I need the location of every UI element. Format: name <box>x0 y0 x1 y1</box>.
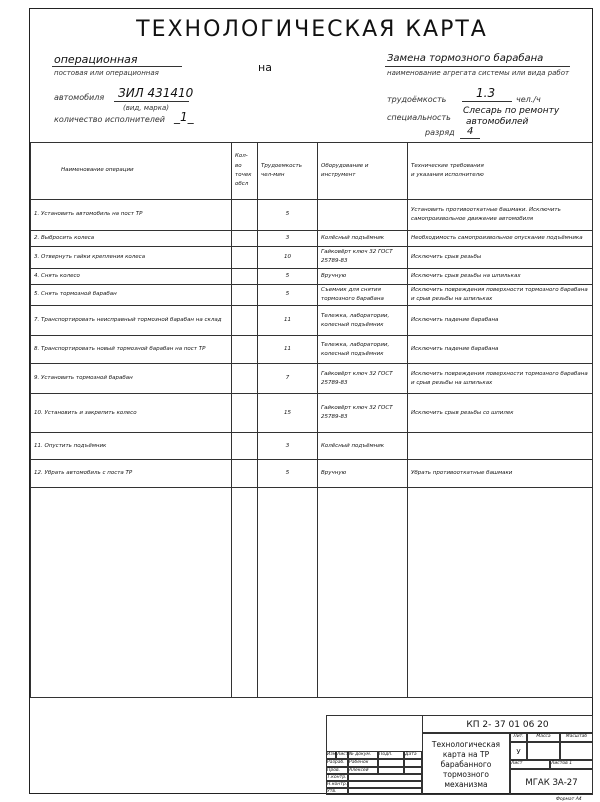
job-name: Замена тормозного барабана <box>387 53 544 64</box>
op-labor-cell: 5 <box>258 284 318 306</box>
nkontr-fields <box>348 781 422 788</box>
op-req-cell: Необходимость самопроизвольное опускание подъёмника <box>408 231 593 247</box>
rank-value: 4 <box>467 126 474 137</box>
op-labor-cell: 5 <box>258 200 318 231</box>
op-req-cell: Исключить повреждения поверхности тормозного барабана и срыв резьбы на шпильках <box>408 364 593 394</box>
op-count-cell <box>232 284 258 306</box>
table-row <box>31 394 593 433</box>
docnum-header: № докум. <box>348 751 378 759</box>
rank-underline <box>460 138 480 139</box>
table-empty-row <box>31 488 593 698</box>
table-row <box>31 247 593 269</box>
table-row <box>31 284 593 306</box>
op-labor-cell: 5 <box>258 460 318 488</box>
op-tools-cell: Вручную <box>318 460 408 488</box>
razrab-sign <box>378 759 404 767</box>
op-count-cell <box>232 364 258 394</box>
empty-cell <box>232 488 258 698</box>
col-labor-header: Трудоемкость чел-мин <box>258 143 318 200</box>
vehicle-model: ЗИЛ 431410 <box>118 86 194 100</box>
mass-header: Масса <box>527 733 560 742</box>
op-tools-cell: Гайковёрт ключ 32 ГОСТ 25789-83 <box>318 247 408 269</box>
specialty-value-2: автомобилей <box>466 117 529 127</box>
op-name-cell: 4. Снять колесо <box>31 268 232 284</box>
sheet-label: Лист <box>510 760 550 769</box>
specialty-value-1: Слесарь по ремонту <box>463 106 560 116</box>
op-req-cell: Установить противооткатные башмаки. Исключить самопроизвольное движение автомобиля <box>408 200 593 231</box>
drawing-frame <box>29 8 593 802</box>
op-count-cell <box>232 200 258 231</box>
table-row <box>31 364 593 394</box>
labor-label: трудоёмкость <box>387 95 447 104</box>
date-header: Дата <box>404 751 422 759</box>
izm-header: Изм. <box>327 752 338 757</box>
doc-code: КП 2- 37 01 06 20 <box>422 715 593 733</box>
col-tools-header: Оборудование и инструмент <box>318 143 408 200</box>
op-labor-cell: 3 <box>258 433 318 460</box>
operations-table <box>30 142 593 698</box>
op-count-cell <box>232 231 258 247</box>
table-row <box>31 460 593 488</box>
op-name-cell: 9. Установить тормозной барабан <box>31 364 232 394</box>
lit-header: Лит. <box>510 733 527 742</box>
title-block <box>326 715 593 802</box>
sheets-label: Листов 1 <box>550 760 593 769</box>
table-row <box>31 306 593 336</box>
sheets-value: 1 <box>569 761 573 766</box>
empty-cell <box>258 488 318 698</box>
card-type: операционная <box>54 53 138 66</box>
op-req-cell: Исключить падение барабана <box>408 306 593 336</box>
rank-label: разряд <box>425 128 455 137</box>
op-tools-cell: Вручную <box>318 268 408 284</box>
op-name-cell: 10. Установить и закрепить колесо <box>31 394 232 433</box>
op-tools-cell: Съемник для снятия тормозного барабана <box>318 284 408 306</box>
scale-header: Масштаб <box>560 733 593 742</box>
op-labor-cell: 10 <box>258 247 318 269</box>
op-count-cell <box>232 247 258 269</box>
op-tools-cell: Гайковёрт ключ 32 ГОСТ 25789-83 <box>318 394 408 433</box>
tkontr-fields <box>348 774 422 781</box>
op-tools-cell: Тележка, лаборатории, колесный подъёмник <box>318 336 408 364</box>
op-tools-cell: Гайковёрт ключ 32 ГОСТ 25789-83 <box>318 364 408 394</box>
empty-cell <box>31 488 232 698</box>
op-labor-cell: 15 <box>258 394 318 433</box>
op-tools-cell: Тележка, лаборатории, колесный подъёмник <box>318 306 408 336</box>
prov-sign <box>378 767 404 774</box>
op-count-cell <box>232 268 258 284</box>
op-count-cell <box>232 460 258 488</box>
card-type-underline <box>52 66 182 67</box>
op-count-cell <box>232 306 258 336</box>
op-labor-cell: 5 <box>258 268 318 284</box>
op-labor-cell: 11 <box>258 306 318 336</box>
op-name-cell: 8. Транспортировать новый тормозной барабан на пост ТР <box>31 336 232 364</box>
scale-value <box>560 742 593 760</box>
op-req-cell: Убрать противооткатные башмаки <box>408 460 593 488</box>
empty-cell <box>318 488 408 698</box>
lit-value: У <box>510 742 527 760</box>
op-count-cell <box>232 433 258 460</box>
op-name-cell: 3. Отвернуть гайки крепления колеса <box>31 247 232 269</box>
prov-date <box>404 767 422 774</box>
specialty-label: специальность <box>387 113 451 122</box>
mass-value <box>527 742 560 760</box>
op-labor-cell: 11 <box>258 336 318 364</box>
table-row <box>31 433 593 460</box>
empty-cell <box>408 488 593 698</box>
op-name-cell: 11. Опустить подъёмник <box>31 433 232 460</box>
organization: МГАК ЗА-27 <box>510 769 593 795</box>
prov-label: Пров. <box>326 767 348 774</box>
op-labor-cell: 3 <box>258 231 318 247</box>
utv-fields <box>348 788 422 795</box>
op-labor-cell: 7 <box>258 364 318 394</box>
nkontr-label: Н.контр. <box>327 782 348 787</box>
col-req-header: Технические требования и указания исполнителю <box>408 143 593 200</box>
op-count-cell <box>232 394 258 433</box>
table-row <box>31 268 593 284</box>
tkontr-label: Т.контр. <box>327 775 347 780</box>
op-tools-cell: Колёсный подъёмник <box>318 231 408 247</box>
author-second: Алексей <box>348 767 378 774</box>
table-row <box>31 200 593 231</box>
op-tools-cell: Колёсный подъёмник <box>318 433 408 460</box>
card-type-caption: постовая или операционная <box>54 69 159 77</box>
razrab-label: Разраб. <box>326 759 348 767</box>
op-tools-cell <box>318 200 408 231</box>
col-name-header: Наименование операции <box>31 143 232 200</box>
op-name-cell: 5. Снять тормозной барабан <box>31 284 232 306</box>
workers-value: _1_ <box>174 110 194 124</box>
format-label: Формат А4 <box>556 797 582 802</box>
razrab-date <box>404 759 422 767</box>
col-count-header: Кол-во точек обсл <box>232 143 258 200</box>
vehicle-caption: (вид, марка) <box>123 104 169 112</box>
op-req-cell: Исключить падение барабана <box>408 336 593 364</box>
workers-label: количество исполнителей <box>54 115 165 124</box>
job-caption: наименование агрегата системы или вида работ <box>387 69 570 77</box>
op-name-cell: 2. Выбросить колеса <box>31 231 232 247</box>
op-req-cell <box>408 433 593 460</box>
job-underline <box>385 66 570 67</box>
doc-title: Технологическая карта на ТР барабанного тормозного механизма <box>422 733 510 795</box>
page-title: ТЕХНОЛОГИЧЕСКАЯ КАРТА <box>136 17 488 42</box>
op-req-cell: Исключить срыв резьбы со шпилек <box>408 394 593 433</box>
table-header-row <box>31 143 593 200</box>
labor-value: 1.3 <box>476 86 496 100</box>
op-req-cell: Исключить срыв резьбы <box>408 247 593 269</box>
op-name-cell: 12. Убрать автомобиль с поста ТР <box>31 460 232 488</box>
table-row <box>31 336 593 364</box>
sign-header: Подп. <box>378 751 404 759</box>
op-name-cell: 1. Установить автомобиль на пост ТР <box>31 200 232 231</box>
labor-unit: чел./ч <box>516 95 541 104</box>
utv-label: Утв. <box>326 788 348 795</box>
labor-underline <box>462 101 512 102</box>
vehicle-label: автомобиля <box>54 93 105 102</box>
op-req-cell: Исключить повреждения поверхности тормозного барабана и срыв резьбы на шпильках <box>408 284 593 306</box>
op-req-cell: Исключить срыв резьбы на шпильках <box>408 268 593 284</box>
author-first: Рабенок <box>348 759 378 767</box>
preposition: на <box>258 61 272 74</box>
table-row <box>31 231 593 247</box>
vehicle-underline <box>114 101 189 102</box>
op-count-cell <box>232 336 258 364</box>
list-header: Лист <box>337 752 349 757</box>
op-name-cell: 7. Транспортировать неисправный тормозной барабан на склад <box>31 306 232 336</box>
